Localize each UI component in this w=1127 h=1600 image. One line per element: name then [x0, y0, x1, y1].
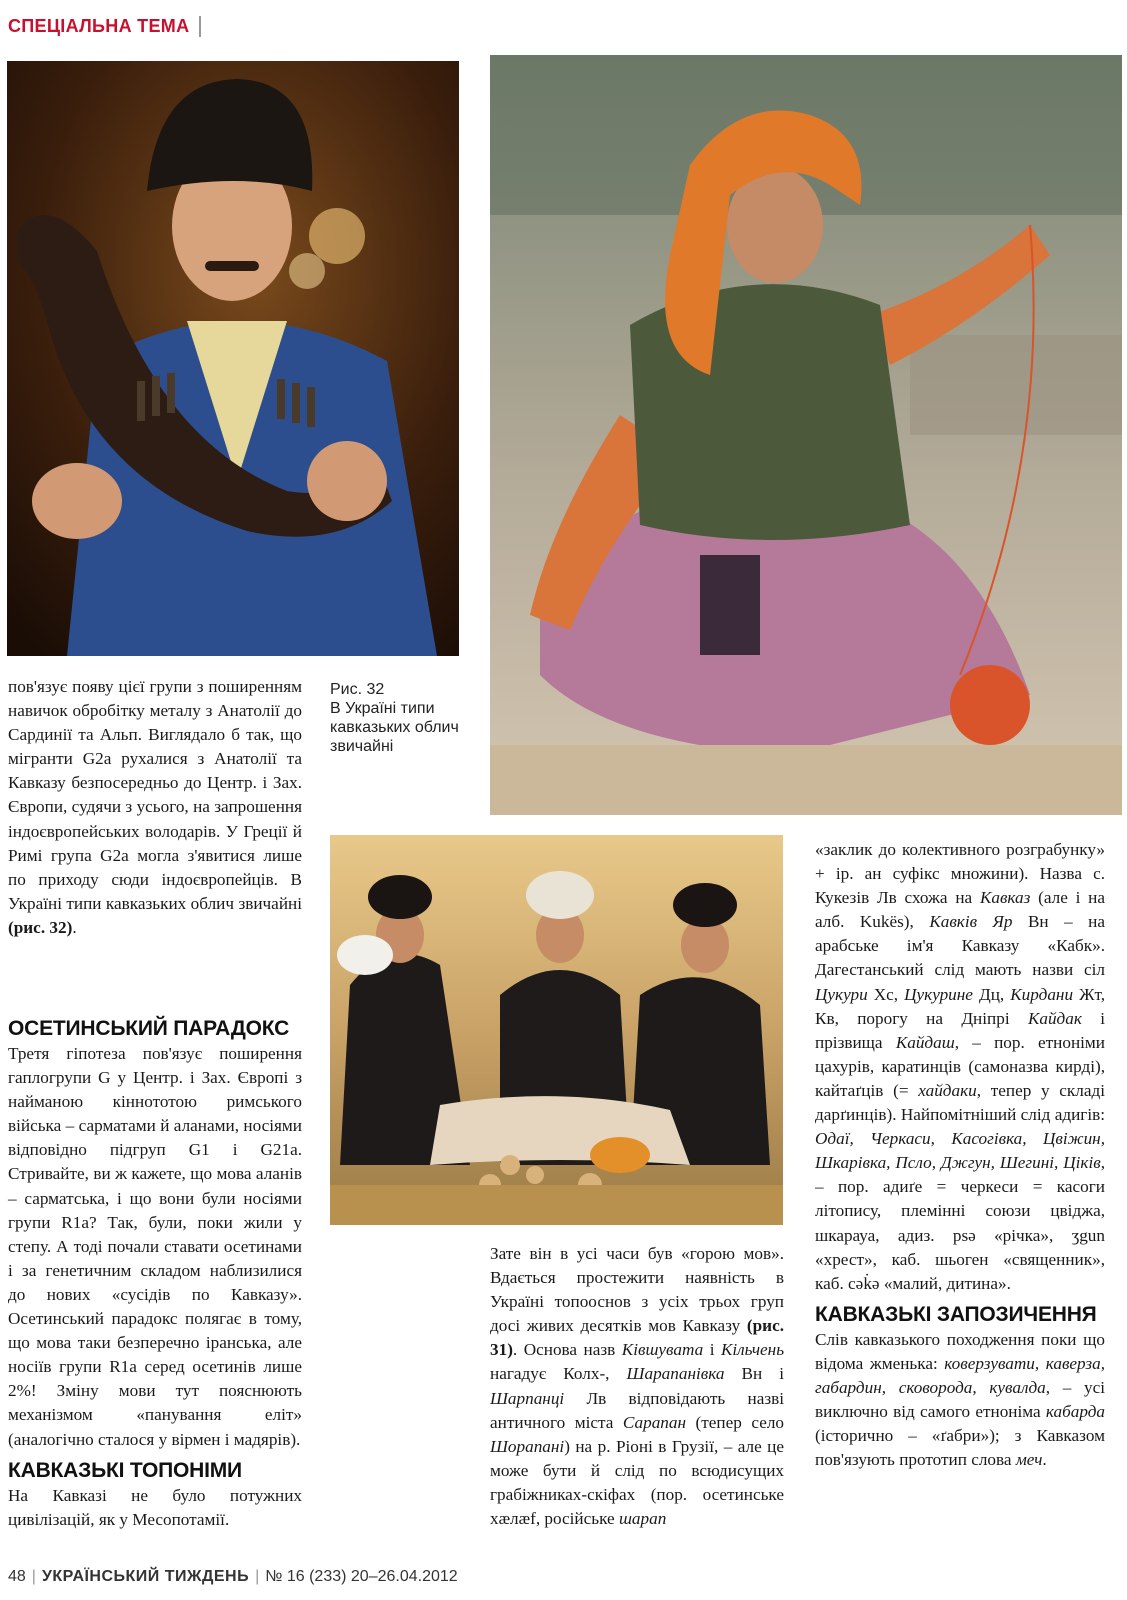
- place-name: Шарпанці: [490, 1388, 565, 1408]
- paragraph-1: [8, 675, 302, 940]
- text-span: , – усі виключно від самого етноніма: [815, 1377, 1105, 1422]
- figure-reference-32[interactable]: (рис. 32): [8, 917, 73, 937]
- text-span: Вн – на арабське ім'я Кавказу «Кабк». Дагестанський слід мають назви сіл: [815, 912, 1106, 980]
- text-span: Лв відповідають назві античного міста: [490, 1388, 785, 1432]
- text-span: Слів кавказького походження поки що відома жменька:: [815, 1329, 1105, 1373]
- column-1-top: [8, 675, 302, 940]
- place-name: Сарапан: [622, 1412, 686, 1432]
- text-span: ) на р. Ріоні в Грузії, – але це може бути й слід по всюдисущих грабіжниках-скіфах (пор. осетинське хæлæf, російське: [490, 1436, 784, 1529]
- divider: |: [31, 1568, 36, 1585]
- paragraph-1-text: пов'язує появу цієї групи з поширенням навичок обробітку металу з Анатолії до Сардинії та Альп. Виглядало б так, що мігранти G2a рухалися з Анатолії та Кавказу безпосередньо до Центр. і Зах. Європи, судячи з усього, на запрошення індоєвропейських володарів. У Греції й Римі група G2a могла з'явитися лише по приходу сюди індоєвропейців. В Україні типи кавказьких облич звичайні: [8, 677, 302, 913]
- column-1-bottom: [8, 1010, 302, 1532]
- text-span: (але і на алб. Kukës),: [815, 888, 1105, 932]
- place-name: Шорапані: [490, 1436, 565, 1456]
- figure-caption: [330, 680, 480, 756]
- word-list: коверзувати, каверза, габардин, сковорода, кувалда: [815, 1353, 1105, 1397]
- text-span: Зате він в усі часи був «горою мов». Вдається простежити наявність в Україні топооснов з усіх трьох груп досі живих десятків мов Кавказу: [490, 1244, 784, 1336]
- word: меч: [1015, 1450, 1043, 1470]
- place-name: Ківшувата: [621, 1340, 704, 1360]
- page-number: 48: [8, 1568, 26, 1585]
- figure-number: Рис. 32: [330, 681, 385, 698]
- place-name: Кавказ: [979, 888, 1031, 908]
- place-name: хайдаки: [918, 1080, 977, 1100]
- place-name: шарап: [618, 1509, 667, 1529]
- paragraph-toponyms-continued: [490, 1242, 784, 1531]
- text-span: . Основа назв: [512, 1340, 616, 1360]
- paragraph-borrowings: [815, 1328, 1105, 1473]
- text-span: , – пор. етноніми цахурів, каратинців (самоназва кирді), кайтаґців (=: [815, 1032, 1106, 1100]
- place-name: Цукурине: [904, 984, 973, 1004]
- word: кабарда: [1045, 1402, 1105, 1422]
- column-3: [815, 838, 1105, 1472]
- period: .: [72, 917, 77, 937]
- text-span: Вн і: [741, 1364, 785, 1384]
- heading-caucasian-borrowings: КАВКАЗЬКІ ЗАПОЗИЧЕННЯ: [815, 1302, 1097, 1326]
- place-name: Кайдак: [1027, 1008, 1082, 1028]
- text-span: «заклик до колективного розграбунку» + ір. ан суфікс множини). Назва с. Кукезів Лв схожа на: [815, 840, 1105, 908]
- text-span: (історично – «ґабри»); з Кавказом пов'язують прототип слова: [815, 1426, 1105, 1470]
- divider: |: [255, 1568, 260, 1585]
- text-span: , – пор. адиґе = черкеси = касоги літопису, племінні союзи цвіджа, шкарауа, адиз. psə «річка», ʒgun «хрест», каб. шьоген «священник», каб. сək̇ə «малий, дитина».: [815, 1153, 1105, 1293]
- paragraph-dagestan-adyghe: [815, 838, 1105, 1296]
- figure-caption-text: В Україні типи кавказьких облич звичайні: [330, 700, 459, 755]
- text-span: нагадує Колх-,: [490, 1364, 610, 1384]
- place-name: Кавків Яр: [929, 912, 1013, 932]
- place-name: Кільчень: [720, 1340, 785, 1360]
- photo-men-feast: [330, 835, 783, 1225]
- text-span: (тепер село: [695, 1412, 785, 1432]
- paragraph-ossetian: Третя гіпотеза пов'язує поширення гаплогрупи G у Центр. і Зах. Європі з найманою кіннототою римського війська – сарматами й аланами, носіями відповідно підгруп G1 і G21a. Стривайте, ви ж кажете, що мова аланів – сарматська, і що вони були носіями групи R1a? Так, були, поки жили у степу. А тоді почали ставати осетинами і за генетичним складом наблизилися до нових «сусідів по Кавказу». Осетинський парадокс полягає в тому, що мова таки безперечно іранська, але носіїв групи R1a серед осетинів лише 2%! Зміну мови тут пояснюють механізмом «панування еліт» (аналогічно сталося у вірмен і мадярів).: [8, 1044, 302, 1449]
- place-name: Кайдаш: [895, 1032, 955, 1052]
- page-footer: [8, 1568, 458, 1586]
- place-name: Кирдани: [1010, 984, 1074, 1004]
- magazine-title: УКРАЇНСЬКИЙ ТИЖДЕНЬ: [41, 1568, 250, 1585]
- paragraph-toponyms-start: На Кавказі не було потужних цивілізацій, як у Месопотамії.: [8, 1485, 302, 1529]
- issue-info: № 16 (233) 20–26.04.2012: [265, 1568, 458, 1585]
- heading-caucasian-toponyms: КАВКАЗЬКІ ТОПОНІМИ: [8, 1458, 242, 1482]
- photo-man-with-horn: [7, 61, 459, 656]
- place-name: Одаї, Черкаси, Касогівка, Цвіжин, Шкарівка, Псло, Джгун, Шегині, Ціків: [815, 1129, 1105, 1173]
- text-span: Жт, Кв, порогу на Дніпрі: [815, 984, 1106, 1028]
- text-span: і: [709, 1340, 715, 1360]
- heading-ossetian-paradox: ОСЕТИНСЬКИЙ ПАРАДОКС: [8, 1017, 290, 1040]
- section-tag: СПЕЦІАЛЬНА ТЕМА: [8, 16, 201, 37]
- figure-reference-31[interactable]: (рис. 31): [490, 1316, 785, 1360]
- column-2: [490, 1242, 784, 1531]
- text-span: і прізвища: [815, 1008, 1106, 1052]
- text-span: Дц,: [978, 984, 1005, 1004]
- period: .: [1042, 1450, 1047, 1470]
- photo-woman-knitting: [490, 55, 1122, 815]
- place-name: Шарапанівка: [626, 1364, 725, 1384]
- text-span: Хс,: [873, 984, 899, 1004]
- place-name: Цукури: [815, 984, 868, 1004]
- text-span: , тепер у складі дарґинців). Найпомітніший слід адигів:: [815, 1080, 1105, 1125]
